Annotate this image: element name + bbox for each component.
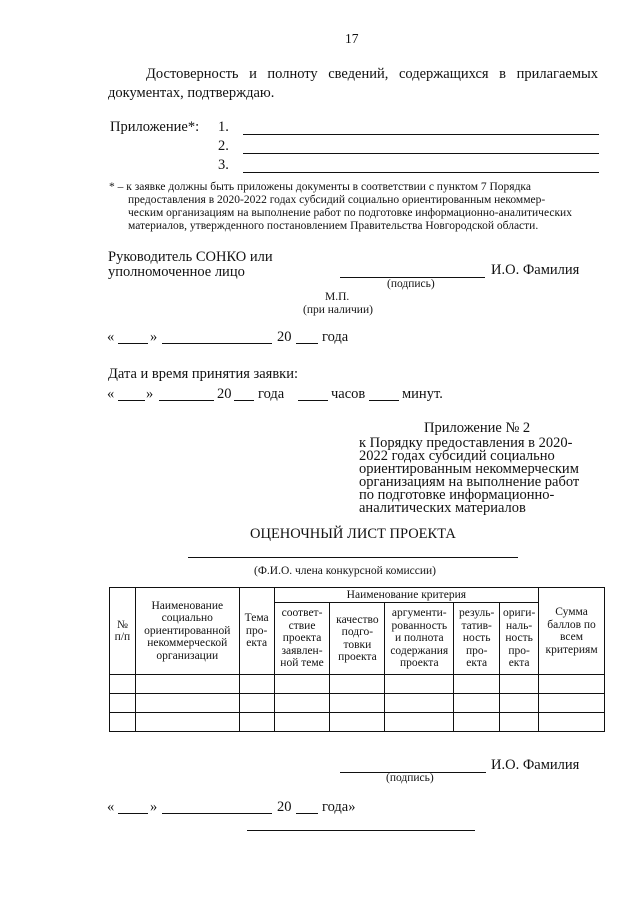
attachment-number-1: 1. [218,119,229,135]
table-cell[interactable] [539,694,605,713]
criterion-2-line-2: подго- [341,626,374,638]
receipt-title: Дата и время принятия заявки: [108,366,299,382]
stamp-label: М.П. [325,291,350,303]
bottom-date-year-word: года» [322,799,356,815]
date-year-word: года [322,329,349,345]
date-day-line [118,343,148,344]
bottom-date-year-prefix: 20 [277,799,292,815]
member-name-line [188,557,518,558]
footnote-line-1: * – к заявке должны быть приложены документы в соответствии с пунктом 7 Порядка [109,181,531,193]
page-number: 17 [345,31,359,46]
receipt-open-quote: « [107,386,115,402]
table-cell[interactable] [500,694,539,713]
criterion-5-line-4: про- [508,644,530,657]
col-org-line-1: Наименование [151,599,224,612]
table-cell[interactable] [385,675,454,694]
head-title-line-2: уполномоченное лицо [108,264,245,280]
criterion-3-line-2: рованность [391,619,448,632]
criterion-2-line-3: товки [343,638,372,651]
criterion-4-line-5: екта [466,657,488,670]
table-cell[interactable] [539,713,605,732]
criterion-5-line-3: ность [505,632,533,645]
receipt-minutes-label: минут. [402,386,443,402]
receipt-close-quote: » [146,386,154,402]
col-org-header [135,588,239,675]
attachments-label: Приложение*: [110,119,200,135]
col-org-line-5: организации [156,649,219,662]
table-cell[interactable] [239,675,274,694]
table-cell[interactable] [135,675,239,694]
member-caption: (Ф.И.О. члена конкурсной комиссии) [254,565,436,577]
criterion-5-header [500,603,539,675]
table-cell[interactable] [500,675,539,694]
criterion-2-line-4: проекта [338,651,377,663]
criterion-3-line-4: содержания [390,644,449,657]
head-title-line-1: Руководитель СОНКО или [108,249,273,265]
table-cell[interactable] [274,713,330,732]
date-month-line [162,343,272,344]
appendix-line-3: ориентированным некоммерческим [359,461,579,477]
criterion-5-line-2: наль- [506,619,533,632]
criterion-4-line-2: татив- [461,619,492,632]
appendix-line-4: организациям на выполнение работ [359,474,580,490]
criterion-5-line-5: екта [508,657,530,670]
bottom-date-close-quote: » [150,799,158,815]
criterion-1-line-2: ствие [288,619,316,632]
receipt-year-prefix: 20 [217,386,232,402]
criterion-3-line-3: и полнота [395,632,444,645]
criteria-header: Наименование критерия [274,588,539,603]
receipt-hours-line [298,400,328,401]
col-number-line-1: № [116,618,128,631]
receipt-hours-label: часов [331,386,366,402]
table-cell[interactable] [539,675,605,694]
criterion-1-line-4: заявлен- [281,644,323,657]
attachment-line-2 [243,153,599,154]
table-cell[interactable] [110,675,136,694]
criterion-4-line-3: ность [462,632,491,645]
date-close-quote: » [150,329,158,345]
appendix-line-1: к Порядку предоставления в 2020- [359,435,573,451]
criterion-4-line-4: про- [465,644,488,657]
attachment-line-1 [243,134,599,135]
col-sum-header [539,588,605,675]
attachment-number-2: 2. [218,138,229,154]
criterion-3-header [385,603,454,675]
table-cell[interactable] [239,694,274,713]
table-cell[interactable] [454,675,500,694]
table-cell[interactable] [385,694,454,713]
appendix-line-6: аналитических материалов [359,500,526,516]
table-cell[interactable] [135,694,239,713]
table-cell[interactable] [135,713,239,732]
attachment-line-3 [243,172,599,173]
col-number-header [110,588,136,675]
sheet-title: ОЦЕНОЧНЫЙ ЛИСТ ПРОЕКТА [250,526,456,542]
criterion-3-line-1: аргументи- [391,607,447,620]
col-number-line-2: п/п [114,631,131,643]
criterion-3-line-5: проекта [399,657,439,670]
date-year-line [296,343,318,344]
criterion-4-line-1: резуль- [459,607,495,620]
table-cell[interactable] [274,694,330,713]
table-row [110,675,605,694]
table-cell[interactable] [330,675,385,694]
signature-caption: (подпись) [387,278,435,290]
criterion-1-header [274,603,330,675]
col-sum-line-4: критериям [545,643,598,656]
col-theme-header [239,588,274,675]
appendix-line-5: по подготовке информационно- [359,487,555,503]
table-cell[interactable] [330,713,385,732]
table-row [110,713,605,732]
bottom-name: И.О. Фамилия [491,757,580,773]
col-org-line-2: социально [161,612,213,625]
table-cell[interactable] [500,713,539,732]
table-cell[interactable] [110,713,136,732]
confirm-line-2: документах, подтверждаю. [108,85,275,101]
table-cell[interactable] [274,675,330,694]
head-name: И.О. Фамилия [491,262,580,278]
bottom-date-month-line [162,813,272,814]
footnote-line-2: предоставления в 2020-2022 годах субсидий социально ориентированным некоммер- [128,194,546,206]
table-cell[interactable] [330,694,385,713]
col-sum-line-2: баллов по [547,618,596,631]
criterion-2-line-1: качество [336,613,379,626]
footnote-line-4: материалов, утвержденного постановлением Правительства Новгородской области. [128,220,539,232]
bottom-date-day-line [118,813,148,814]
receipt-minutes-line [369,400,399,401]
col-org-line-4: некоммерческой [147,637,228,650]
criterion-2-header [330,603,385,675]
table-cell[interactable] [239,713,274,732]
receipt-month-line [159,400,214,401]
criterion-1-line-3: проекта [282,632,322,645]
appendix-line-2: 2022 годах субсидий социально [359,448,555,464]
table-cell[interactable] [110,694,136,713]
col-theme-line-1: Тема [244,612,269,625]
footnote-line-3: ческим организациям на выполнение работ по подготовке информационно-аналитических [128,207,572,219]
col-org-line-3: ориентированной [144,624,231,637]
bottom-extra-line [247,830,475,831]
appendix-title: Приложение № 2 [424,420,531,436]
bottom-signature-caption: (подпись) [386,772,434,784]
table-cell[interactable] [454,713,500,732]
criterion-1-line-5: ной теме [280,657,324,670]
table-cell[interactable] [385,713,454,732]
criterion-1-line-1: соответ- [281,607,323,620]
table-row [110,694,605,713]
stamp-note: (при наличии) [303,304,373,316]
receipt-year-line [234,400,254,401]
col-sum-line-1: Сумма [555,606,588,618]
bottom-date-year-line [296,813,318,814]
evaluation-table [109,587,605,732]
date-open-quote: « [107,329,115,345]
col-sum-line-3: всем [560,631,584,643]
bottom-date-open-quote: « [107,799,115,815]
receipt-year-word: года [258,386,285,402]
date-year-prefix: 20 [277,329,292,345]
col-theme-line-3: екта [246,637,268,650]
confirm-line-1: Достоверность и полноту сведений, содержащихся в прилагаемых [146,66,598,82]
criterion-4-header [454,603,500,675]
criterion-5-line-1: ориги- [502,607,536,620]
col-theme-line-2: про- [245,624,268,637]
receipt-day-line [118,400,145,401]
table-cell[interactable] [454,694,500,713]
attachment-number-3: 3. [218,157,229,173]
